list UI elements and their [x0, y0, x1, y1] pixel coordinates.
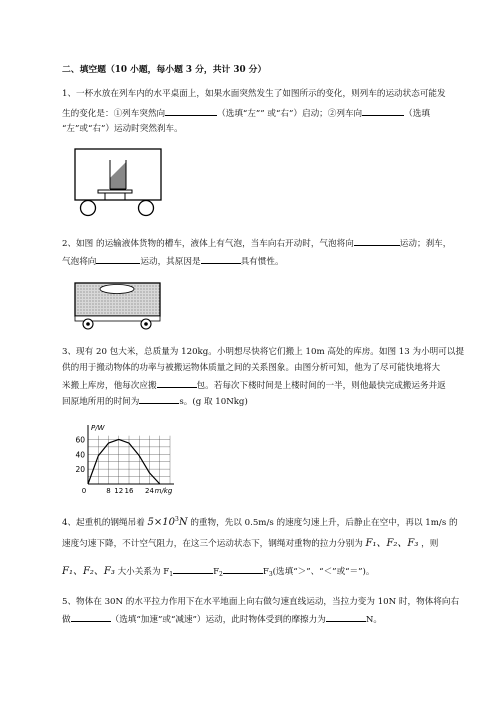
q1-text-c: （选填: [404, 109, 430, 119]
q5-blank-2[interactable]: [326, 612, 366, 622]
x-tick-label: 16: [124, 487, 134, 495]
q4-text-d: ，则: [421, 539, 439, 549]
q3-text-d: s。(g 取 10Nkg): [179, 397, 248, 407]
q3-blank-2[interactable]: [139, 394, 179, 404]
q4-mass-coef: 5×10: [147, 517, 176, 528]
x-tick-label: 12: [114, 487, 124, 495]
train-water-figure: [74, 148, 164, 218]
q1-text-a: 生的变化是：①列车突然向: [62, 109, 166, 119]
q5-line1: 5、物体在 30N 的水平拉力作用下在水平地面上向右做匀速直线运动，当拉力变为 10N 时，物体将向右: [62, 597, 460, 607]
q3-text-b: 包。若每次下楼时间是上楼时间的一半，则他最快完成搬运务并返: [196, 381, 446, 391]
q4-text-b: 的重物，先以 0.5m/s 的速度匀速上升，后静止在空中，再以 1m/s 的: [190, 518, 458, 528]
x-tick-label: 0: [81, 487, 87, 495]
q2-text-b: 运动；刹车，: [399, 239, 452, 249]
y-axis-label: P/W: [91, 424, 105, 432]
q4-forces-2: F₁、F₂、F₃: [62, 566, 115, 577]
q3-line3: [62, 378, 446, 392]
q2-line2: [62, 254, 284, 268]
q5-text-a: 做: [62, 615, 71, 625]
power-mass-chart: [68, 422, 178, 496]
y-tick-label: 20: [75, 465, 85, 475]
q4-forces: F₁、F₂、F₃: [365, 538, 419, 549]
q2-blank-1[interactable]: [354, 236, 400, 246]
q4-mass-expression: [148, 517, 188, 528]
q2-text-a: 2、如图 的运输液体货物的槽车，液体上有气泡，当车向右开动时，气泡将向: [62, 239, 354, 249]
q4-blank-1[interactable]: [173, 564, 213, 574]
x-tick-label: 24: [145, 487, 154, 495]
q4-text-g: F: [262, 567, 269, 577]
q4-mass-exp: 3: [175, 516, 179, 523]
q1-line1: 1、一杯水放在列车内的水平桌面上，如果水面突然发生了如图所示的变化，则列车的运动状态可能发: [62, 89, 446, 99]
x-axis-label: m/kg: [154, 487, 173, 495]
q5-blank-1[interactable]: [71, 612, 111, 622]
q1-line3: “左”或“右”）运动时突然刹车。: [62, 124, 183, 134]
q2-blank-2[interactable]: [96, 254, 140, 264]
q4-text-e: 大小关系为 F: [117, 567, 170, 577]
q1-line2: [62, 106, 430, 120]
section-title: 二、填空题（10 小题，每小题 3 分，共计 30 分）: [62, 65, 267, 75]
q4-line1: [62, 514, 458, 529]
y-tick-label: 60: [75, 435, 85, 445]
q4-line3: F₁、F₂、F₃ 大小关系为 $F_1$ $F_2$ $F_3$(选填“＞”、“＜”或“＝”)。: [62, 566, 375, 578]
q4-line2: [62, 538, 438, 550]
q1-text-b: （选填“左”” 或“右”）启动；②列车向: [217, 109, 363, 119]
q2-text-e: 具有惯性。: [240, 257, 284, 267]
q3-line4: [62, 394, 248, 408]
q2-line1: [62, 236, 451, 250]
q4-text-a: 4、起重机的钢绳吊着: [62, 518, 145, 528]
x-tick-label: 8: [106, 487, 111, 495]
q4-text-h: (选填“＞”、“＜”或“＝”)。: [272, 567, 375, 577]
q3-line2: 供的用于搬动物体的功率与被搬运物体质量之间的关系图象。由图分析可知，他为了尽可能快地将大: [62, 363, 441, 373]
q4-text-c: 速度匀速下降，不计空气阻力，在这三个运动状态下，钢绳对重物的拉力分别为: [62, 539, 363, 549]
q4-mass-unit: N: [178, 517, 188, 528]
q2-blank-3[interactable]: [201, 254, 241, 264]
q1-blank-1[interactable]: [165, 106, 217, 116]
q3-text-a: 米搬上库房，他每次应搬: [62, 381, 157, 391]
q5-text-c: N。: [365, 615, 382, 625]
tank-truck-figure: [74, 276, 164, 332]
q2-text-d: 运动，其原因是: [140, 257, 201, 267]
q3-blank-1[interactable]: [157, 378, 197, 388]
q4-blank-2[interactable]: [223, 564, 263, 574]
q1-blank-2[interactable]: [362, 106, 404, 116]
q5-line2: [62, 612, 382, 626]
q5-text-b: （选填“加速”或“减速”）运动，此时物体受到的摩擦力为: [110, 615, 326, 625]
q4-text-f: F: [213, 567, 220, 577]
q2-text-c: 气泡将向: [62, 257, 97, 267]
q3-text-c: 回原地所用的时间为: [62, 397, 140, 407]
y-tick-label: 40: [75, 450, 85, 460]
q3-line1: 3、现有 20 包大米，总质量为 120kg。小明想尽快将它们搬上 10m 高处的库房。如图 13 为小明可以提: [62, 347, 465, 357]
